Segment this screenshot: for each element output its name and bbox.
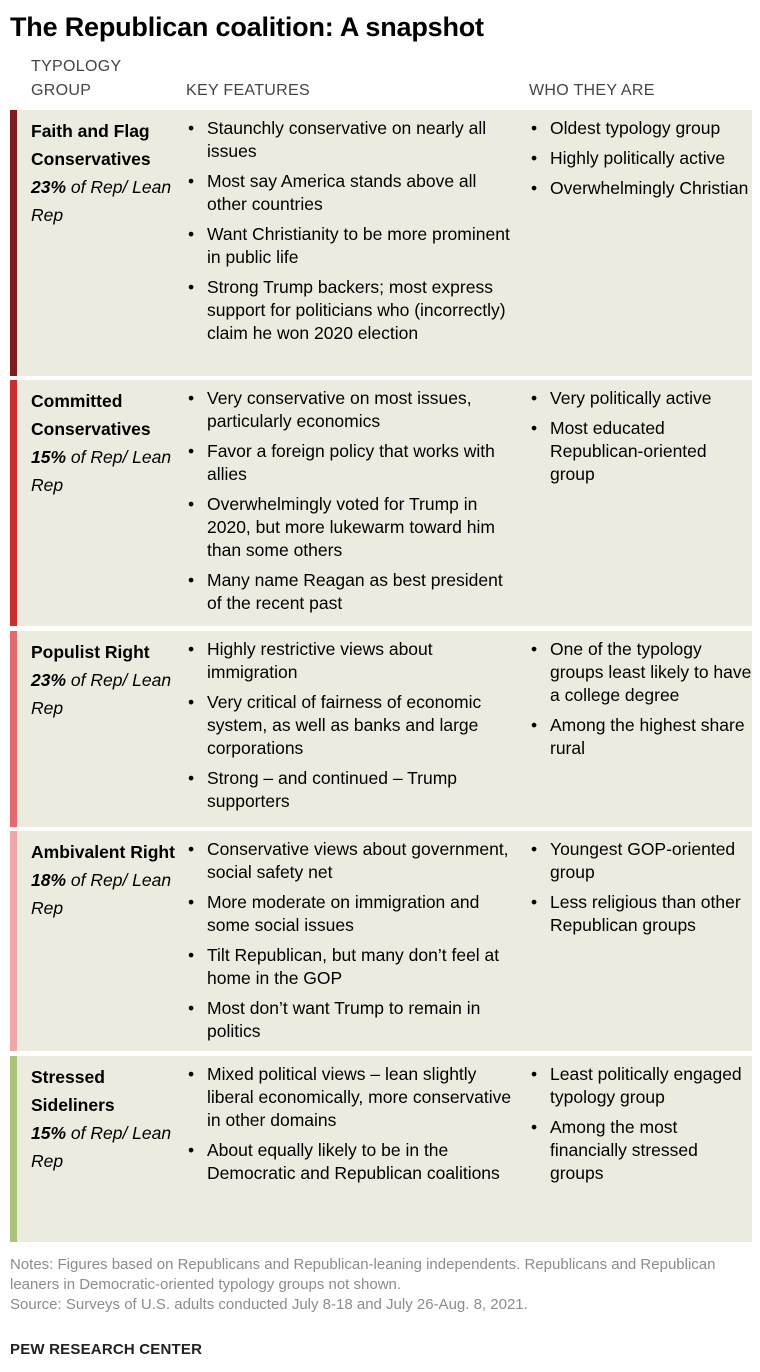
column-header-group: TYPOLOGY GROUP (31, 58, 122, 99)
column-header-key-features: KEY FEATURES (186, 82, 310, 99)
list-item: • Youngest GOP-oriented group (531, 838, 755, 884)
list-item: • Strong – and continued – Trump supporters (188, 767, 518, 813)
source-text: Source: Surveys of U.S. adults conducted July 8-18 and July 26-Aug. 8, 2021. (10, 1296, 528, 1313)
group-share: 15% of Rep/ Lean Rep (31, 1123, 172, 1171)
group-populist-right (10, 631, 752, 827)
key-features-list (188, 1063, 518, 1192)
page-title: The Republican coalition: A snapshot (10, 12, 484, 42)
list-item: • Most don’t want Trump to remain in politics (188, 997, 518, 1043)
key-features-list (188, 638, 518, 820)
list-item: • Among the most financially stressed groups (531, 1116, 755, 1185)
list-item: • Most educated Republican-oriented group (531, 417, 755, 486)
list-item: • Mixed political views – lean slightly liberal economically, more conservative in other domains (188, 1063, 518, 1132)
who-they-are-list (531, 838, 755, 944)
who-they-are-list (531, 1063, 755, 1192)
list-item: • Highly politically active (531, 147, 755, 170)
group-color-bar (10, 110, 17, 376)
footnotes (10, 1255, 752, 1315)
list-item: • Least politically engaged typology group (531, 1063, 755, 1109)
list-item: • Overwhelmingly Christian (531, 177, 755, 200)
key-features-list (188, 117, 518, 352)
key-features-list (188, 387, 518, 622)
group-color-bar (10, 380, 17, 626)
group-share: 15% of Rep/ Lean Rep (31, 447, 172, 495)
list-item: • Oldest typology group (531, 117, 755, 140)
group-color-bar (10, 631, 17, 827)
group-color-bar (10, 831, 17, 1051)
list-item: • Favor a foreign policy that works with allies (188, 440, 518, 486)
list-item: • Less religious than other Republican groups (531, 891, 755, 937)
group-color-bar (10, 1056, 17, 1242)
list-item: • Strong Trump backers; most express support for politicians who (incorrectly) claim he won 2020 election (188, 276, 518, 345)
group-name: Faith and Flag Conservatives (31, 121, 151, 169)
group-name: Committed Conservatives (31, 391, 151, 439)
notes-text: Notes: Figures based on Republicans and Republican-leaning independents. Republicans and Republican leaners in Democratic-oriented typology groups not shown. (10, 1256, 716, 1293)
list-item: • Want Christianity to be more prominent in public life (188, 223, 518, 269)
list-item: • Very conservative on most issues, particularly economics (188, 387, 518, 433)
group-share: 18% of Rep/ Lean Rep (31, 870, 172, 918)
list-item: • Tilt Republican, but many don’t feel at home in the GOP (188, 944, 518, 990)
list-item: • Overwhelmingly voted for Trump in 2020, but more lukewarm toward him than some others (188, 493, 518, 562)
group-faith-and-flag (10, 110, 752, 376)
list-item: • About equally likely to be in the Democratic and Republican coalitions (188, 1139, 518, 1185)
who-they-are-list (531, 117, 755, 207)
list-item: • Many name Reagan as best president of the recent past (188, 569, 518, 615)
group-name: Ambivalent Right (31, 842, 175, 862)
group-committed-conservatives (10, 380, 752, 626)
group-share: 23% of Rep/ Lean Rep (31, 670, 172, 718)
who-they-are-list (531, 638, 755, 767)
group-ambivalent-right (10, 831, 752, 1051)
key-features-list (188, 838, 518, 1050)
organization-credit: PEW RESEARCH CENTER (10, 1341, 203, 1358)
list-item: • Most say America stands above all other countries (188, 170, 518, 216)
list-item: • More moderate on immigration and some social issues (188, 891, 518, 937)
list-item: • Staunchly conservative on nearly all issues (188, 117, 518, 163)
group-stressed-sideliners (10, 1056, 752, 1242)
list-item: • Highly restrictive views about immigration (188, 638, 518, 684)
list-item: • One of the typology groups least likely to have a college degree (531, 638, 755, 707)
group-name: Stressed Sideliners (31, 1067, 115, 1115)
list-item: • Among the highest share rural (531, 714, 755, 760)
list-item: • Conservative views about government, social safety net (188, 838, 518, 884)
column-header-who-they-are: WHO THEY ARE (529, 82, 655, 99)
who-they-are-list (531, 387, 755, 493)
group-name: Populist Right (31, 642, 150, 662)
group-share: 23% of Rep/ Lean Rep (31, 177, 172, 225)
list-item: • Very critical of fairness of economic system, as well as banks and large corporations (188, 691, 518, 760)
list-item: • Very politically active (531, 387, 755, 410)
